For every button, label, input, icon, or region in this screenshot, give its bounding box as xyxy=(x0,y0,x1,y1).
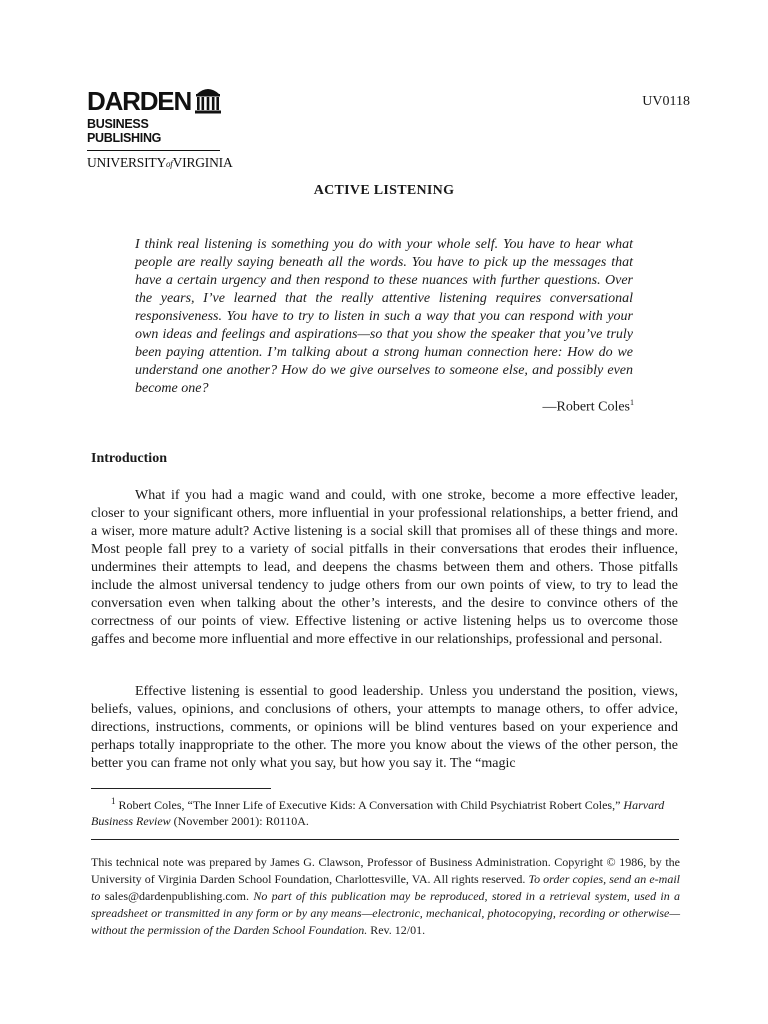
rotunda-icon xyxy=(194,85,222,114)
section-heading: Introduction xyxy=(91,451,167,466)
footnote-divider xyxy=(91,788,271,789)
body-paragraph: What if you had a magic wand and could, with one stroke, become a more effective leader, closer to your significant others, more influential in your professional relationships, a better friend, and a wiser, more mature adult? Active listening is a social skill that promises all of these things and more. Most people fall prey to a variety of social pitfalls in their conversations that erodes their influence, undermines their attempts to lead, and deepens the chasms between them and others. Those pitfalls include the almost universal tendency to judge others from our own points of view, to try to lead the conversation even when talking about the other’s interests, and the desire to convince others of the correctness of our points of view. Effective listening or active listening helps us to overcome those gaffes and become more influential and more effective in our relationships, professional and personal. xyxy=(91,488,678,647)
university-name: UNIVERSITYofVIRGINIA xyxy=(87,155,233,170)
business-publishing-label: BUSINESS PUBLISHING xyxy=(87,117,220,151)
preparation-note: This technical note was prepared by James G. Clawson, Professor of Business Administration. Copyright © 1986, by the University of Virginia Darden School Foundation, Charlottesville, VA. All rights reserved. To order copies, send an e-mail to sales@dardenpublishing.com. No part of this publication may be reproduced, stored in a retrieval system, used in a spreadsheet or transmitted in any form or by any means—electronic, mechanical, photocopying, recording or otherwise—without the permission of the Darden School Foundation. Rev. 12/01. xyxy=(91,855,681,937)
epigraph-attribution: —Robert Coles$^1$ xyxy=(542,398,634,415)
brand-name: DARDEN xyxy=(87,86,192,116)
footnote-reference[interactable]: 1 xyxy=(630,398,634,407)
order-email-link[interactable]: sales@dardenpublishing.com. xyxy=(104,889,250,903)
document-title: ACTIVE LISTENING xyxy=(313,183,455,198)
document-code: UV0118 xyxy=(642,94,690,109)
body-paragraph: Effective listening is essential to good leadership. Unless you understand the position, views, beliefs, values, opinions, and conclusions of others, your attempts to manage others, to offer advice, directions, instructions, comments, or opinions will be blind ventures based on your experience and perhaps totally inappropriate to the other. The more you know about the views of the other person, the better you can frame not only what you say, but how you say it. The “magic xyxy=(91,684,678,771)
darden-logo xyxy=(87,84,233,171)
footnote: $^1$ Robert Coles, “The Inner Life of Executive Kids: A Conversation with Child Psychiatrist Robert Coles,” Harvard Business Review (November 2001): R0110A. xyxy=(91,796,665,828)
footer-divider xyxy=(91,839,679,840)
epigraph-quote: I think real listening is something you do with your whole self. You have to hear what people are really saying beneath all the words. You have to pick up the messages that have a certain urgency and then respond to these nuances with further questions. Over the years, I’ve learned that the really attentive listening requires conversational responsiveness. You have to try to listen in such a way that you can respond with your own ideas and feelings and aspirations—so that you show the speaker that you’ve truly been paying attention. I’m talking about a strong human connection here: How do we understand one another? How do we give ourselves to someone else, and possibly even become one? xyxy=(135,237,633,396)
